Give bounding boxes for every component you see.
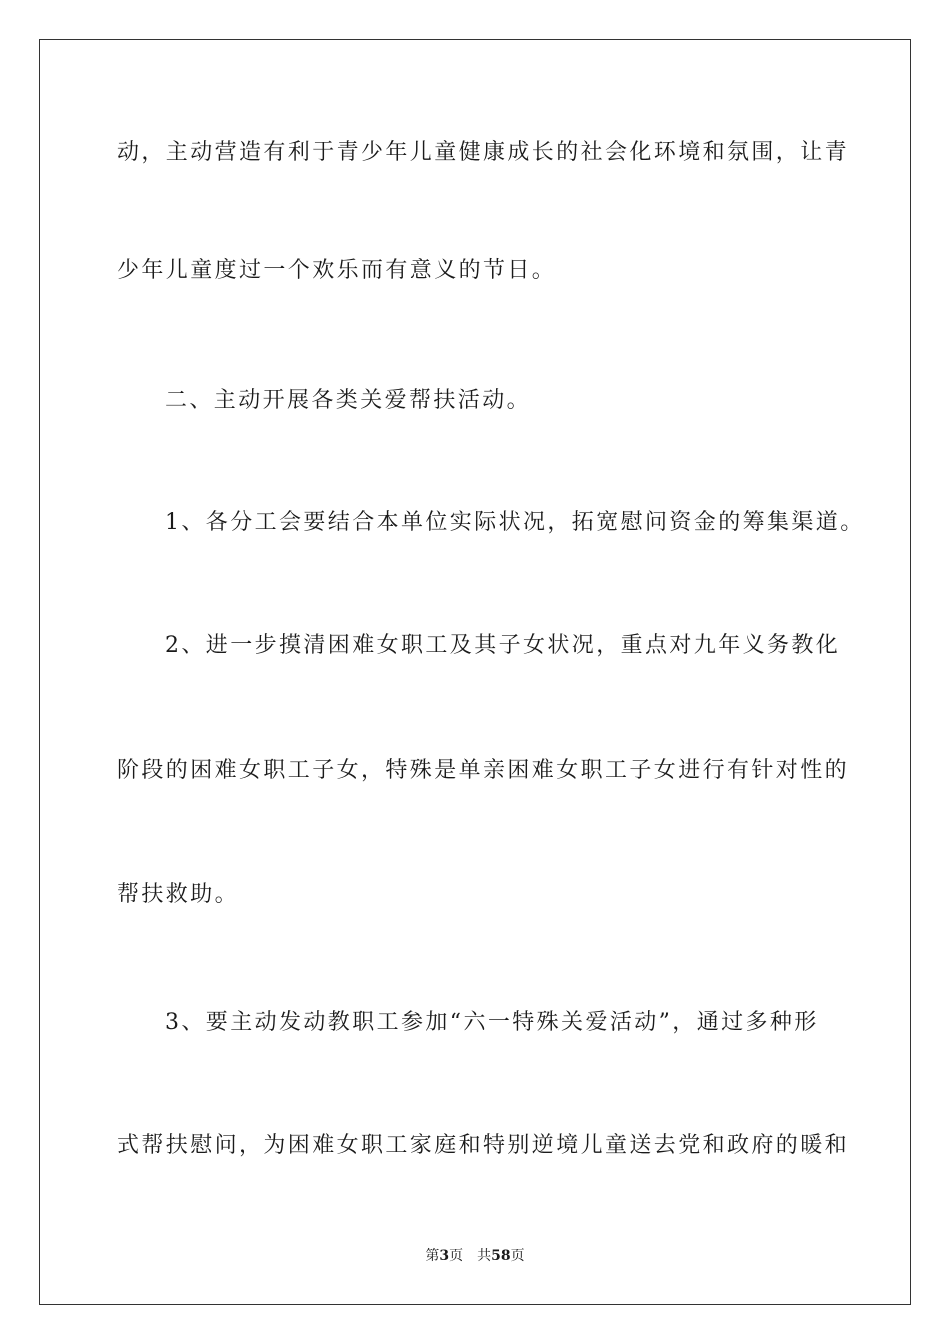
page-prefix: 第 (425, 1248, 440, 1264)
list-item-2: 2、进一步摸清困难女职工及其子女状况，重点对九年义务教化 (165, 633, 841, 658)
total-pages: 58 (491, 1248, 511, 1264)
section-heading: 二、主动开展各类关爱帮扶活动。 (165, 388, 532, 413)
page-footer (0, 1246, 950, 1266)
list-item-1: 1、各分工会要结合本单位实际状况，拓宽慰问资金的筹集渠道。 (165, 510, 865, 535)
page-suffix: 页 (449, 1248, 464, 1264)
body-text-line: 动，主动营造有利于青少年儿童健康成长的社会化环境和氛围，让青 (117, 140, 850, 165)
page-number: 3 (439, 1248, 450, 1264)
total-prefix: 共 (477, 1248, 492, 1264)
total-suffix: 页 (510, 1248, 525, 1264)
body-text-line: 式帮扶慰问，为困难女职工家庭和特别逆境儿童送去党和政府的暖和 (117, 1133, 850, 1158)
page-frame (39, 39, 911, 1305)
body-text-line: 少年儿童度过一个欢乐而有意义的节日。 (117, 258, 557, 283)
body-text-line: 阶段的困难女职工子女，特殊是单亲困难女职工子女进行有针对性的 (117, 758, 850, 783)
body-text-line: 帮扶救助。 (117, 882, 240, 907)
list-item-3: 3、要主动发动教职工参加“六一特殊关爱活动”，通过多种形 (165, 1010, 819, 1035)
